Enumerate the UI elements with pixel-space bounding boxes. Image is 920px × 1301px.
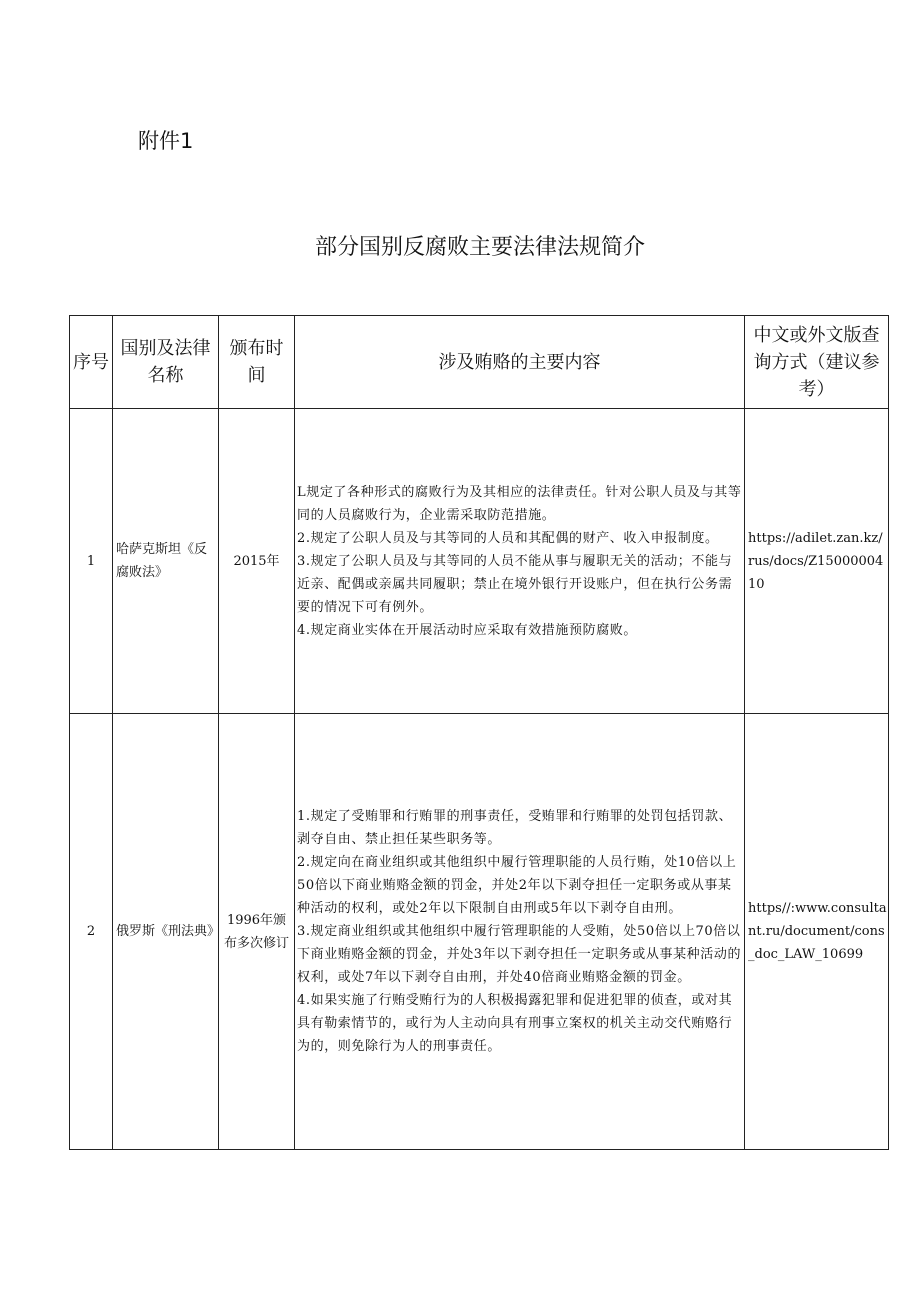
law-content (295, 714, 745, 1150)
law-content (295, 409, 745, 714)
header-date: 颁布时间 (219, 316, 295, 409)
law-date: 2015年 (219, 409, 295, 714)
content-item: L规定了各种形式的腐败行为及其相应的法律责任。针对公职人员及与其等同的人员腐败行为，企业需采取防范措施。 (297, 484, 742, 523)
law-date: 1996年颁布多次修订 (219, 714, 295, 1150)
content-item: 3.规定了公职人员及与其等同的人员不能从事与履职无关的活动；不能与近亲、配偶或亲属共同履职；禁止在境外银行开设账户，但在执行公务需要的情况下可有例外。 (297, 553, 733, 615)
law-name: 哈萨克斯坦《反腐败法》 (113, 409, 219, 714)
law-link[interactable]: https://adilet.zan.kz/rus/docs/Z1500000410 (745, 409, 889, 714)
content-item: 4.如果实施了行贿受贿行为的人积极揭露犯罪和促进犯罪的侦查，或对其具有勒索情节的，或行为人主动向具有刑事立案权的机关主动交代贿赂行为的，则免除行为人的刑事责任。 (297, 993, 733, 1054)
header-no: 序号 (70, 316, 113, 409)
content-item: 4.规定商业实体在开展活动时应采取有效措施预防腐败。 (297, 622, 638, 638)
law-link[interactable]: https//:www.consultant.ru/document/cons_doc_LAW_10699 (745, 714, 889, 1150)
law-name: 俄罗斯《刑法典》 (113, 714, 219, 1150)
laws-table (69, 315, 889, 1150)
row-number: 1 (70, 409, 113, 714)
content-item: 1.规定了受贿罪和行贿罪的刑事责任，受贿罪和行贿罪的处罚包括罚款、剥夺自由、禁止担任某些职务等。 (297, 809, 733, 847)
header-link: 中文或外文版查询方式（建议参考） (745, 316, 889, 409)
header-name: 国别及法律名称 (113, 316, 219, 409)
table-header-row (70, 316, 889, 409)
row-number: 2 (70, 714, 113, 1150)
content-item: 2.规定向在商业组织或其他组织中履行管理职能的人员行贿，处10倍以上50倍以下商业贿赂金额的罚金，并处2年以下剥夺担任一定职务或从事某种活动的权利，或处2年以下限制自由刑或5年以下剥夺自由刑。 (297, 855, 737, 916)
table-row (70, 714, 889, 1150)
content-item: 2.规定了公职人员及与其等同的人员和其配偶的财产、收入申报制度。 (297, 530, 719, 546)
content-item: 3.规定商业组织或其他组织中履行管理职能的人受贿，处50倍以上70倍以下商业贿赂金额的罚金，并处3年以下剥夺担任一定职务或从事某种活动的权利，或处7年以下剥夺自由刑，并处40倍商业贿赂金额的罚金。 (297, 924, 742, 985)
document-title: 部分国别反腐败主要法律法规简介 (314, 235, 645, 260)
header-content: 涉及贿赂的主要内容 (295, 316, 745, 409)
attachment-label: 附件1 (138, 129, 194, 153)
table-row (70, 409, 889, 714)
